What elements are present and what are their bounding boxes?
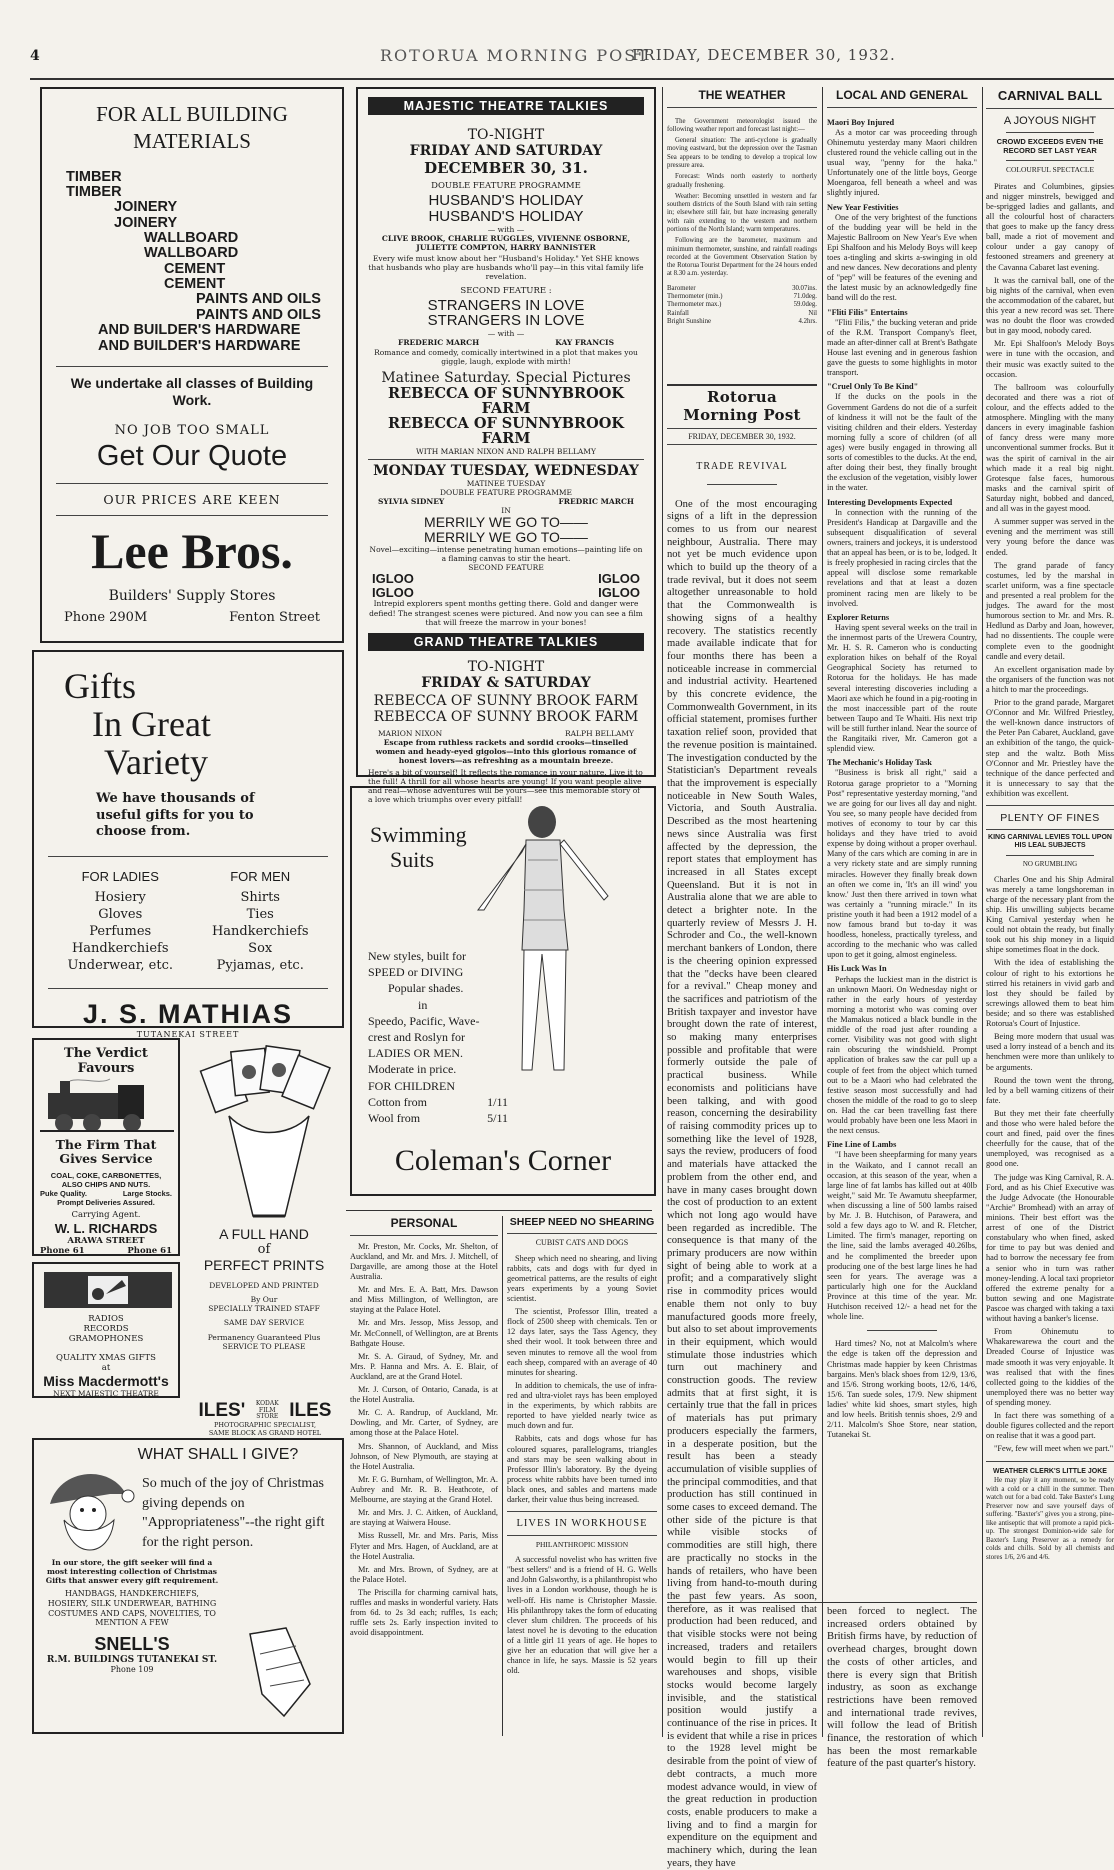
carnival-paragraph: The ballroom was colourfully decorated and there was a riot of colour, and the effects added to the atmosphere. Mingling with the many dancers in every imaginable fashion of fancy dress were many more unconventional summer frocks. But it was the spirit of carnival in the air which made it a real big night. Grotesque false faces, humorous masks and the carnival spirit of Saturday night, bobbed and danced, and all was in the gayest mood. — [986, 382, 1114, 514]
page-number: 4 — [30, 48, 40, 64]
weather-column — [667, 88, 817, 378]
grand-days: FRIDAY & SATURDAY — [421, 674, 591, 691]
grand-film: REBECCA OF SUNNY BROOK FARM — [373, 692, 639, 709]
carnival-heading: CARNIVAL BALL — [997, 88, 1103, 103]
in-label: IN — [501, 506, 511, 516]
local-section-text: As a motor car was proceeding through Ohinemutu yesterday many Maori children clustered round the vehicle calling out in the usual way, "penny for the haka." Unfortunately one of the little boys, George Moengaroa, fell beneath a wheel and was slightly injured. — [827, 127, 977, 198]
personal-paragraph: Mr. and Mrs. Jessop, Miss Jessop, and Mr. McConnell, of Wellington, are at Brents Bathgate House. — [350, 1318, 498, 1348]
lee-materials — [56, 170, 328, 354]
materials-line: PAINTS AND OILS — [196, 291, 321, 308]
snell-phone: Phone 109 — [110, 1664, 154, 1674]
iles-footer — [184, 1422, 346, 1438]
local-section-text: Perhaps the luckiest man in the district is an unknown Maori. On Wednesday night or rather in the early hours of yesterday morning a motorist who was coming over the Mamakus noticed a black bundle in the middle of the road just after rounding a corner. Visibility was not good with slight rain obscuring the windshield. Prompt application of brakes saw the car pull up a couple of feet from the object which turned out to be a Maori who had celebrated the festive season most successfully and had chosen the middle of the road to go to sleep on. Had the car been travelling fast there would probably have been one less Maori in the next census. — [827, 974, 977, 1136]
fines-paragraph: The judge was King Carnival, R. A. Ford, and as his Chief Executive was the Judge Advocate (the Honourable "Archie" Bromhead) with an array of minions. Their best effort was the arrest of one of the District constabulary who when fined, asked for time to pay but was denied and had to borrow the necessary fee from a senior who in turn was rather money-lending. A local taxi proprietor offered the extreme penalty for a button sewing and one Magistrate Pascoe was charged with taking a taxi without having a banker's license. — [986, 1172, 1114, 1324]
film-blurb: Romance and comedy, comically intertwined in a plot that makes you giggle, laugh, explode with mirth! — [374, 347, 638, 366]
film-blurb: Novel—exciting—intense penetrating human emotions—painting life on a flaming canvas to stir the heart. — [369, 544, 643, 563]
men-item: Sox — [248, 940, 273, 956]
lee-quote: Get Our Quote — [96, 439, 288, 472]
film-title-merrily: MERRILY WE GO TO—— — [424, 514, 588, 531]
film-title-strangers: STRANGERS IN LOVE — [427, 312, 585, 330]
film-cast: FREDERIC MARCH — [398, 338, 480, 348]
hmv-at: at — [101, 1362, 111, 1373]
workhouse-sub: PHILANTHROPIC MISSION — [535, 1539, 629, 1549]
film-title-strangers: STRANGERS IN LOVE — [427, 296, 585, 314]
carnival-sub: COLOURFUL SPECTACLE — [1005, 164, 1095, 174]
carnival-sub: CROWD EXCEEDS EVEN THE RECORD SET LAST YEAR — [996, 137, 1104, 156]
editorial-continued — [827, 1606, 977, 1770]
coleman-line: in — [418, 997, 428, 1012]
film-title-igloo: IGLOO — [598, 571, 640, 587]
weather-paragraph: The Government meteorologist issued the following weather report and forecast last night:— — [667, 117, 817, 133]
personal-paragraph: Mr. C. A. Randrup, of Auckland, Mr. Dowling, and Mr. Carter, of Sydney, are among those at the Palace Hotel. — [350, 1408, 498, 1438]
hmv-next: NEXT MAJESTIC THEATRE — [53, 1388, 159, 1398]
local-section-heading: Interesting Developments Expected — [827, 497, 953, 507]
lee-street: Fenton Street — [229, 609, 320, 625]
iles-staff: SPECIALLY TRAINED STAFF — [208, 1304, 320, 1314]
with-separator: — with — — [487, 224, 525, 234]
iles-brand-right: ILES — [289, 1400, 332, 1421]
weather-heading: THE WEATHER — [698, 88, 786, 102]
weather-reading-value: 71.0deg. — [793, 292, 817, 300]
double-feature: DOUBLE FEATURE PROGRAMME — [439, 487, 573, 497]
mathias-name: J. S. MATHIAS — [82, 999, 294, 1030]
lee-undertake: We undertake all classes of Building Work. — [70, 374, 314, 408]
materials-line: TIMBER — [66, 183, 122, 200]
editorial-heading: TRADE REVIVAL — [696, 461, 788, 473]
film-cast: SYLVIA SIDNEY — [378, 497, 445, 507]
iles-full: A FULL HAND — [219, 1226, 309, 1242]
masthead-date: FRIDAY, DECEMBER 30, 1932. — [632, 46, 896, 64]
ladies-heading: FOR LADIES — [81, 869, 159, 885]
coleman-wool: Wool from — [368, 1110, 421, 1125]
workhouse-paragraph: A successful novelist who has written five "best sellers" and is a friend of H. G. Wells and John Galsworthy, is a philanthropist who lives in a London workhouse, though he is well-off. His name is Christopher Massie. His philanthropy takes the form of educating clever slum children. The proceeds of his latest novel he is devoting to the education of a little girl 11 years of age. He hopes to give her an education that will give her a chance in life, he says. Massie is 52 years old. — [507, 1555, 657, 1676]
coleman-cotton: Cotton from — [368, 1094, 427, 1109]
gifts-title: In Great — [92, 703, 211, 744]
weather-reading-label: Rainfall — [667, 309, 689, 317]
clerk-paragraph: He may play it any moment, so be ready with a cold or a chill in the summer. Then watch out for a bad cold. Take Baxter's Lung Preserver now and save yourself days of suffering. "Baxter's" gives you a strong, pine-like antiseptic that will promote a rapid pick-up. The strongest Dominion-wide sale for Baxter's Lung Preserver as a remedy for colds and chills. Sold by all chemists and stores 1/6, 2/6 and 4/6. — [986, 1476, 1114, 1561]
weather-paragraph: Weather: Becoming unsettled in western and far southern districts of the South Island with rain setting in; elsewhere still fair, but haze increasing generally with rain extending to the western and northern portions of the North Island; warm temperatures. — [667, 192, 817, 233]
materials-line: CEMENT — [164, 276, 226, 293]
ladies-item: Hosiery — [94, 890, 146, 906]
ladies-item: Gloves — [98, 906, 143, 922]
sheep-paragraph: In addition to chemicals, the use of infra-red and ultra-violet rays has been employed in the experiments, by which rabbits are reported to have yielded nearly twice as much down and fur. — [507, 1380, 657, 1431]
hmv-gramophones: GRAMOPHONES — [68, 1334, 144, 1345]
materials-line: AND BUILDER'S HARDWARE — [98, 322, 301, 339]
iles-kodak: KODAK FILM STORE — [255, 1400, 279, 1421]
weather-reading-value: 59.0deg. — [793, 301, 817, 309]
carnival-paragraph: It was the carnival ball, one of the big nights of the carnival, when even the accommodation of the cabaret, but this year a new record was set. There was no doubt the floor was crowded but in gay mood, nobody cared. — [986, 275, 1114, 336]
coleman-line: FOR CHILDREN — [368, 1078, 456, 1093]
verdict-street: ARAWA STREET — [67, 1235, 145, 1246]
his-masters-voice-logo-icon — [40, 1270, 176, 1310]
iles-prints: PERFECT PRINTS — [203, 1257, 325, 1273]
verdict-title: The Verdict Favours — [64, 1046, 148, 1076]
snell-text: So much of the joy of Christmas giving depends on "Appropriateness"--the right gift for the right person. — [142, 1476, 325, 1550]
verdict-phone: Phone 61 — [127, 1245, 172, 1256]
grand-blurb2: Here's a bit of yourself! It reflects the romance in your nature. Live it to the full! A thrill for all whose hearts are young! If you want people alive and real—whose adventures will be yours—see this memorable story of a love which triumphs over every pitfall! — [368, 767, 643, 805]
verdict-prompt: Prompt Deliveries Assured. — [57, 1198, 155, 1208]
coleman-line: Moderate in price. — [368, 1062, 457, 1077]
local-section-text: Having spent several weeks on the trail in the innermost parts of the Urewera Country, Mr. H. S. R. Cameron who is conducting exploration hikes on behalf of the Royal Geographical Society has returned to Rotorua for the holidays. He has made several interesting discoveries including a Maori axe which he found in a pig-rooting in the most inaccessible part of the route between Taupo and Te Whaiti. His next trip will be still further inland. Near the source of the Rangitaiki river, Mr. Cameron got a splendid view. — [827, 622, 977, 754]
local-column — [827, 88, 977, 1600]
hmv-gifts: QUALITY XMAS GIFTS — [56, 1352, 156, 1363]
editorial-date: FRIDAY, DECEMBER 30, 1932. — [688, 431, 796, 441]
film-blurb: Intrepid explorers spent months getting there. Gold and danger were defied! The strangest scenes were pictured. And now you can see a film that will freeze the marrow in your bones! — [369, 599, 643, 627]
carnival-paragraph: An excellent organisation made by the organisers of the function was not a hitch to mar the proceedings. — [986, 664, 1114, 694]
fines-sub: KING CARNIVAL LEVIES TOLL UPON HIS LEAL SUBJECTS — [988, 833, 1112, 850]
sheep-heading: SHEEP NEED NO SHEARING — [509, 1216, 655, 1228]
iles-guaranteed: Permanency Guaranteed Plus — [207, 1332, 321, 1342]
masthead-title: ROTORUA MORNING POST — [380, 46, 650, 65]
local-section-text: "Business is brisk all right," said a Rotorua garage proprietor to a "Morning Post" representative yesterday morning, "and we are going for our lives all day and night. You see, so many people have decided from motives of economy to tour by car this holidays and they have tried to avoid expense by doing without a proper overhaul. Many of the cars which are coming in are in a very rickety state and are simply running miracles. However they finally break down an often we come in, 'It's an ill wind' you know.' Just then there arrived in town what was certainly a "running miracle." In its pristine youth it had been a 1912 model of a now famous brand but to-day it was hoodless, honeless, practically tyreless, and according to the mechanic who was called upon to get it going, almost engineless. — [827, 768, 977, 960]
second-feature: SECOND FEATURE — [468, 563, 544, 573]
film-title-igloo: IGLOO — [372, 584, 414, 600]
grand-film: REBECCA OF SUNNY BROOK FARM — [373, 708, 639, 725]
majestic-tonight: TO-NIGHT — [467, 127, 545, 143]
grand-tonight: TO-NIGHT — [467, 658, 545, 675]
iles-of: of — [257, 1242, 271, 1257]
local-section-text: Hard times? No, not at Malcolm's where the edge is taken off the depression and Christmas made happier by keen Christmas bargains. Men's black shoes from 12/9, 13/6, and 15/6. Strong working boots, 12/6, 14/6, 15/6. Tan suede soles, 17/9. New shipment ladies' white kid shoes, smart styles, high and low heels. British tennis shoes, 2/9 and 2/11. Malcolm's Shoe Store, near station, Tutanekai St. — [827, 1339, 977, 1440]
richards-ad — [32, 1038, 180, 1256]
majestic-banner: MAJESTIC THEATRE TALKIES — [368, 97, 644, 115]
film-title-husbands: HUSBAND'S HOLIDAY — [428, 207, 584, 225]
weather-reading-value: 30.07ins. — [792, 284, 817, 292]
snell-name: SNELL'S — [94, 1633, 170, 1654]
lee-sub: Builders' Supply Stores — [108, 587, 276, 604]
iles-dev: DEVELOPED AND PRINTED — [209, 1281, 319, 1290]
coleman-cotton-price: 1/11 — [487, 1094, 508, 1109]
carnival-paragraph: Mr. Epi Shalfoon's Melody Boys were in tune with the occasion, and their music was exactly suited to the occasion. — [986, 339, 1114, 379]
masthead-rule — [30, 78, 1114, 80]
lee-keen: OUR PRICES ARE KEEN — [103, 491, 281, 507]
hmv-name: Miss Macdermott's — [43, 1372, 169, 1389]
iles-brand-left: ILES' — [198, 1400, 246, 1421]
ladies-item: Perfumes — [89, 923, 152, 939]
weather-paragraph: Forecast: Winds north easterly to northerly gradually freshening. — [667, 173, 817, 189]
local-section-text: One of the very brightest of the functions of the budding year will be held in the Majestic Ballroom on New Year's Eve when Epi Shalfoon and his Melody Boys will keep toes a-tingling and skirts a-swinging in old and new dances. New decorations and plenty of "pep" will be features of the evening and the latest music by an acknowledgedly fine band will do the rest. — [827, 212, 977, 303]
grand-blurb: Escape from ruthless rackets and sordid crooks—tinselled women and heady-eyed gigolos—into this glorious romance of honest lovers—as refreshing as a mountain breeze. — [375, 738, 637, 766]
grand-banner: GRAND THEATRE TALKIES — [368, 633, 644, 651]
lee-phone: Phone 290M — [64, 609, 148, 625]
carnival-paragraph: The grand parade of fancy costumes, led by the marshal in scarlet uniform, was a fine spectacle and presented a real problem for the judges. The award for the most humorous section to Mr. and Mrs. R. Hedlund as Darby and Joan, however, had no dissentients. The couple were complete even to the goodnight candle and every detail. — [986, 560, 1114, 661]
materials-line: TIMBER — [66, 168, 122, 185]
second-feature: SECOND FEATURE : — [460, 285, 552, 296]
film-title-igloo: IGLOO — [598, 584, 640, 600]
film-cast: KAY FRANCIS — [555, 338, 614, 348]
majestic-theatre-ad — [356, 87, 656, 805]
iles-photo: PHOTOGRAPHIC SPECIALIST, — [213, 1421, 317, 1429]
snell-ad — [32, 1438, 344, 1734]
film-title-rebecca: REBECCA OF SUNNYBROOK FARM — [388, 415, 624, 448]
verdict-phone: Phone 61 — [40, 1245, 85, 1256]
fines-paragraph: "Few, few will meet when we part." — [994, 1444, 1114, 1454]
film-title-merrily: MERRILY WE GO TO—— — [424, 529, 588, 546]
verdict-goods: COAL, COKE, CARBONETTES, ALSO CHIPS AND NUTS. — [50, 1170, 162, 1189]
iles-service: SERVICE TO PLEASE — [222, 1341, 306, 1351]
lee-nojob: NO JOB TOO SMALL — [114, 422, 270, 438]
local-section-heading: "Fliti Filis" Entertains — [827, 307, 908, 317]
materials-line: PAINTS AND OILS — [196, 306, 321, 323]
local-section-heading: New Year Festivities — [827, 202, 899, 212]
coleman-line: LADIES OR MEN. — [368, 1046, 463, 1061]
personal-paragraph: Mr. and Mrs. E. A. Batt, Mrs. Dawson and Miss Millington, of Wellington, are staying at the Palace Hotel. — [350, 1285, 498, 1315]
verdict-firm: The Firm That Gives Service — [55, 1137, 157, 1167]
snell-items: HANDBAGS, HANDKERCHIEFS, HOSIERY, SILK UNDERWEAR, BATHING COSTUMES AND CAPS, NOVELTIES, TO MENTION A FEW — [47, 1589, 217, 1628]
carnival-sub: A JOYOUS NIGHT — [1003, 114, 1097, 127]
local-heading: LOCAL AND GENERAL — [836, 88, 968, 102]
locomotive-icon — [40, 1079, 174, 1135]
carnival-paragraph: Pirates and Columbines, gipsies and nigger minstrels, bewigged and be-sprigged ladies and gallants, and all the colourful host of characters that goes to make up the fancy dress ball, made a riot of movement and colour under a gay canopy of festooned streamers and greenery at the Cavanna Cabaret last evening. — [986, 181, 1114, 272]
film-blurb: Every wife must know about her "Husband's Holiday." Yet SHE knows that husbands who play are husbands who'll pay—in this vital family life revelation. — [368, 254, 644, 282]
ladies-item: Handkerchiefs — [71, 940, 169, 956]
matinee-tuesday: MATINEE TUESDAY — [466, 478, 546, 488]
materials-line: JOINERY — [114, 214, 178, 231]
film-title-igloo: IGLOO — [372, 571, 414, 587]
coleman-wool-price: 5/11 — [487, 1110, 508, 1125]
verdict-name: W. L. RICHARDS — [54, 1220, 158, 1236]
personal-paragraph: Mr. and Mrs. J. C. Aitken, of Auckland, are staying at Waiwera House. — [350, 1508, 498, 1528]
coleman-title: Suits — [390, 847, 435, 873]
coleman-name: Coleman's Corner — [394, 1144, 612, 1177]
grand-cast: MARION NIXON — [378, 729, 443, 739]
coleman-ad — [350, 786, 656, 1196]
mathias-street: TUTANEKAI STREET — [136, 1030, 240, 1040]
weather-paragraph: Following are the barometer, maximum and minimum thermometer, sunshine, and rainfall readings recorded at the Government Observation Station by the Rotorua Tourist Department for the 24 hours ended at 8.30 a.m. yesterday. — [667, 237, 817, 278]
fines-paragraph: But they met their fate cheerfully and those who were haled before the court and fined, paid over the fines cheerfully for the cause, that of the unemployed, was recognised as a good one. — [986, 1108, 1114, 1169]
iles-block: SAME BLOCK AS GRAND HOTEL — [208, 1428, 322, 1437]
sheep-column — [507, 1216, 657, 1736]
coleman-line: New styles, built for — [368, 949, 466, 963]
weather-reading-label: Thermometer max.) — [667, 301, 722, 309]
lee-bros-ad — [40, 87, 344, 643]
fines-sub: NO GRUMBLING — [1022, 860, 1078, 868]
personal-paragraph: Mrs. Shannon, of Auckland, and Miss Johnson, of New Plymouth, are staying at the Hotel Australia. — [350, 1441, 498, 1471]
fines-paragraph: Round the town went the throng, led by a bell warning citizens of their fate. — [986, 1075, 1114, 1105]
fines-paragraph: Being more modern that usual was used a lorry instead of a bench and its henchmen were more than unlikely to be arguments. — [986, 1032, 1114, 1072]
mathias-ad — [32, 650, 344, 1040]
hmv-records: RECORDS — [83, 1324, 129, 1335]
film-cast: WITH MARIAN NIXON AND RALPH BELLAMY — [416, 446, 596, 456]
verdict-puke: Puke Quality. — [40, 1189, 87, 1199]
weather-reading-value: Nil — [808, 309, 817, 317]
gifts-title: Variety — [104, 741, 208, 782]
men-item: Handkerchiefs — [211, 923, 309, 939]
carnival-paragraph: A summer supper was served in the evening and the merriment was still very young before the dance was ended. — [986, 517, 1114, 557]
men-item: Ties — [246, 906, 274, 922]
iles-ad — [184, 1038, 344, 1396]
gifts-title: Gifts — [64, 666, 136, 706]
editorial-paper: Rotorua Morning Post — [683, 388, 801, 425]
local-section-text: "I have been sheepfarming for many years in the Waikato, and I cannot recall an occasion, at this season of the year, when a large line of fat lambs has killed out at 40lb weight," said Mr. Te Awamutu sheepfarmer, when discussing a line of 500 lambs raised by Mr. J. B. Hutchison, of Parawera, and sold a few days ago to W. and R. Fletcher, Limited. The firm's manager, reporting on the line, said the lambs averaged 40.26lbs, and he complimented the breeder upon producing one of the best large lines he had seen for years. The average was a particularly high one for the Auckland Province at this time of the year. Mr. Hutchison received 12/- a head net for the whole line. — [827, 1150, 977, 1322]
with-separator: — with — — [487, 329, 525, 339]
materials-line: CEMENT — [164, 260, 226, 277]
hand-holding-photos-icon — [189, 1038, 339, 1218]
santa-claus-icon — [40, 1464, 140, 1560]
matinee-saturday: Matinee Saturday. Special Pictures — [381, 369, 631, 386]
editorial-column — [667, 388, 817, 1869]
iles-by: By Our — [250, 1295, 278, 1305]
coleman-line: Popular shades. — [388, 981, 464, 996]
men-item: Shirts — [240, 890, 280, 906]
personal-paragraph: Mr. Preston, Mr. Cocks, Mr. Shelton, of Auckland, and Mr. and Mrs. J. Mitchell, of Dargaville, are among those at the Hotel Australia. — [350, 1241, 498, 1281]
majestic-days: FRIDAY AND SATURDAY — [409, 143, 603, 159]
weather-reading-label: Bright Sunshine — [667, 317, 711, 325]
weather-reading-label: Barometer — [667, 284, 696, 292]
personal-paragraph: The Priscilla for charming carnival hats, ruffles and masks in wonderful variety. Hats from 6d. to 2s 3d each; ruffles, 1s each; ruffle sets 2s. Early inspection invited to avoid disappointment. — [350, 1588, 498, 1638]
personal-column — [350, 1216, 498, 1736]
majestic-date: DECEMBER 30, 31. — [424, 159, 588, 177]
ladies-item: Underwear, etc. — [67, 957, 173, 973]
fines-paragraph: With the idea of establishing the colour of right to his extortions he stirred his retainers in vivid garb and lost they should be failed by screwings allowed them to beat him beside; and so there was established Rotorua's Court of Injustice. — [986, 958, 1114, 1029]
weather-reading-label: Thermometer (min.) — [667, 292, 723, 300]
local-section-heading: "Cruel Only To Be Kind" — [827, 382, 919, 392]
carnival-paragraph: Prior to the grand parade, Margaret O'Connor and Mr. Wilfred Priestley, the well-known dance instructors of the Peter Pan Cabaret, Auckland, gave an exhibition of the tango, the quick-step and the waltz. Both Miss O'Connor and Mr. Priestley have the technique of the dance perfected and it is unnecessary to say that the exhibition was excellent. — [986, 698, 1114, 799]
personal-paragraph: Mr. F. G. Burnham, of Wellington, Mr. A. Aubrey and Mr. R. B. Heathcote, of Melbourne, are staying at the Grand Hotel. — [350, 1474, 498, 1505]
lee-heading: FOR ALL BUILDING MATERIALS — [96, 102, 288, 154]
editorial-paragraph: One of the most encouraging signs of a lift in the depression comes to us from our nearest neighbour, Australia. There may not yet be much evidence upon which to build up the theory of a trade revival, but it does not seem altogether unreasonable to hold that the Commonwealth is showing signs of a healthy recovery. The statistics recently made available indicate that for four months there has been a noticeable increase in commercial and industrial activity. Heartened by this concrete evidence, the Commonwealth Government, in its official statement, promises further taxation relief soon, provided that the revenue position is maintained. The investigation conducted by the Statistician's Department reveals that the improvement is especially noticeable in New South Wales, Victoria, and South Australia. Described as the most heartening news since Australia was first affected by the depression, the report states that employment has increased in all States except Queensland. But it is not in Australia alone that we are able to detect a brighter note. In the quarterly review of Messrs J. H. Schroder and Co., the well-known merchant bankers of London, there is the cheering opinion expressed that the "decks have been cleared for a revival." Cheap money and the sacrifices and patriotism of the British taxpayer and investor have brought down the rate of interest, so making many enterprises possible and profitable that were formerly outside the pale of practical business. While economists and politicians have been talking, and with good reason, concerning the desirability of raising commodity prices up to something like the level of 1928, says the review, producers of food and materials have attacked the problem from the other end, and have in many cases brought down the cost of production to an extent which not long ago would have been regarded as incredible. The consequence is that many of the primary producers are now within sight of being able to work at a profit; and a comparatively slight rise in commodity prices would enable them not only to buy manufactured goods more freely, but also to set about improvements in their equipment, which would stimulate those industries which turn out machinery and construction goods. The review admits that at first sight, it is certainly true that the fall in prices of materials has put primary producers especially the farmers, in a desperate position, but the result has been a steady accumulation of visible supplies of the principal commodities, and that production has still continued in some cases to exceed demand. The other side of the picture is that while visible stocks of commodities are still high, there are practically no stocks in the hands of retailers, who have been living from hand-to-mouth during the past few years. As soon, therefore, as it was realised that production had been reduced, and that visible stocks were not being increased, traders and retailers would begin to fill up their warehouses and shops, visible stocks would become largely invisible, and the statistical position would justify a continuance of the rise in prices. It is evident that while a rise in prices to the 1928 level might be desirable from the point of view of debt contracts, a much more modest advance would, in view of the great reduction in production costs, enable producers to make a living and to find a margin for expenditure on the equipment and machinery which, during the lean years, they have — [667, 498, 817, 1869]
materials-line: WALLBOARD — [144, 230, 239, 247]
personal-paragraph: Miss Russell, Mr. and Mrs. Paris, Miss Flyter and Mrs. Hagen, of Auckland, are at the Hotel Australia. — [350, 1531, 498, 1561]
sheep-paragraph: The scientist, Professor Illin, treated a flock of 2500 sheep with chemicals. Ten or 12 days later, says the Tass Agency, they shed their wool. It took between three and seven minutes to remove all the wool from each sheep, compared with an average of 40 minutes for shearing. — [507, 1307, 657, 1377]
lee-name: Lee Bros. — [91, 522, 293, 579]
mon-tue-wed: MONDAY TUESDAY, WEDNESDAY — [373, 462, 639, 479]
coleman-line: Speedo, Pacific, Wave- — [368, 1013, 480, 1028]
film-cast: CLIVE BROOK, CHARLIE RUGGLES, VIVIENNE OSBORNE, JULIETTE COMPTON, HARRY BANNISTER — [381, 233, 631, 252]
snell-title: WHAT SHALL I GIVE? — [137, 1446, 299, 1463]
film-title-rebecca: REBECCA OF SUNNYBROOK FARM — [388, 384, 624, 417]
sheep-paragraph: Sheep which need no shearing, and living rabbits, cats and dogs with fur dyed in geometrical patterns, are the results of eight years experiments by a young Soviet scientist. — [507, 1253, 657, 1303]
carnival-column — [986, 88, 1114, 1738]
local-section-heading: Maori Boy Injured — [827, 117, 895, 127]
weather-paragraph: General situation: The anti-cyclone is gradually moving eastward, but the depression over the Tasman Sea appears to be tending to develop a tropical low pressure area. — [667, 137, 817, 170]
snell-store: In our store, the gift seeker will find a most interesting collection of Christmas Gifts that answer every gift requirement. — [45, 1558, 219, 1586]
verdict-agent: Carrying Agent. — [71, 1210, 141, 1221]
coleman-title: Swimming — [370, 822, 467, 847]
local-section-text: "Fliti Filis," the bucking veteran and pride of the R.M. Transport Company's fleet, made an after-dinner call at Brent's Bathgate House last evening and in generous fashion gave the guests to some highlights in motor transport. — [827, 317, 977, 378]
local-section-text: In connection with the running of the President's Handicap at Dargaville and the subsequent disqualification of several owners, trainers and jockeys, it is understood that an appeal has been, or is to be, lodged. It is freely prophesied in racing circles that the appeal will disclose some remarkable revelations and that at least a dozen prominent racing men are likely to be involved. — [827, 507, 977, 608]
local-section-heading: Explorer Returns — [827, 612, 890, 622]
snell-address: R.M. BUILDINGS TUTANEKAI ST. — [46, 1654, 218, 1665]
men-item: Pyjamas, etc. — [216, 957, 304, 973]
editorial-continued-text: been forced to neglect. The increased orders obtained by British firms have, by reduction of overhead charges, brought down the costs of other articles, and there is every sign that British industry, as soon as exchange restrictions have been removed and international trade revives, will follow the lead of British finance, the restoration of which has been the most remarkable feature of the past quarter's history. — [827, 1606, 977, 1770]
personal-paragraph: Mr. and Mrs. Brown, of Sydney, are at the Palace Hotel. — [350, 1564, 498, 1584]
sheep-paragraph: Rabbits, cats and dogs whose fur has coloured squares, parallelograms, triangles and stars may be seen walking about in Professor Illin's laboratory. By the dyeing process white rabbits have been turned into black ones, and sables and martens made darker, their value thus being increased. — [507, 1434, 657, 1505]
local-section-heading: His Luck Was In — [827, 964, 887, 974]
local-section-heading: The Mechanic's Holiday Task — [827, 758, 932, 768]
majestic-double: DOUBLE FEATURE PROGRAMME — [431, 181, 581, 191]
fines-paragraph: From Ohinemutu to Whakarewarewa the court and the Dreaded Course of Injustice was made smooth it was very enjoyable. It was realised that with the fines collected going to the kiddies of the unemployed there was no better way of spending money. — [986, 1327, 1114, 1407]
weather-reading-value: 4.2hrs. — [798, 317, 817, 325]
men-heading: FOR MEN — [230, 869, 291, 885]
iles-sameday: SAME DAY SERVICE — [223, 1318, 305, 1328]
film-title-husbands: HUSBAND'S HOLIDAY — [428, 192, 584, 210]
local-section-heading: Fine Line of Lambs — [827, 1140, 897, 1150]
hmv-radios: RADIOS — [88, 1314, 124, 1324]
fines-heading: PLENTY OF FINES — [1000, 812, 1100, 825]
personal-paragraph: Mr. S. A. Giraud, of Sydney, Mr. and Mrs. P. Hanna and Mrs. A. E. Blair, of Auckland, are at the Grand Hotel. — [350, 1351, 498, 1381]
glove-icon — [240, 1624, 332, 1720]
film-cast: FREDRIC MARCH — [558, 497, 634, 507]
fines-paragraph: In fact there was something of a double figures collected and the report on realise that it was a good part. — [986, 1411, 1114, 1441]
coleman-line: SPEED or DIVING — [368, 965, 464, 980]
local-section-text: If the ducks on the pools in the Government Gardens do not die of a surfeit of kindness it will not be the fault of the visiting children and their elders. Yesterday morning fully a score of children (of all ages) were busily engaged in throwing all sorts of comestibles to the ducks. At the end, after doing their best, they finally brought the exclusion of the vegetation, visibly lower in the water. — [827, 392, 977, 493]
macdermott-ad — [32, 1262, 180, 1398]
sheep-sub: CUBIST CATS AND DOGS — [535, 1237, 629, 1247]
fines-paragraph: Charles One and his Ship Admiral was merely a tame longshoreman in charge of the necessary plant from the ship. His unwilling subjects became King Carnival yesterday when he could not obtain the ready, but finally took out his ship money in a liquid shipe sometimes float in the dock. — [986, 874, 1114, 955]
workhouse-heading: LIVES IN WORKHOUSE — [516, 1518, 648, 1530]
gifts-text: We have thousands of useful gifts for you to choose from. — [96, 791, 255, 839]
grand-cast: RALPH BELLAMY — [564, 729, 634, 739]
materials-line: JOINERY — [114, 199, 178, 216]
clerk-heading: WEATHER CLERK'S LITTLE JOKE — [993, 1467, 1107, 1475]
verdict-stocks: Large Stocks. — [122, 1189, 172, 1199]
materials-line: WALLBOARD — [144, 245, 239, 262]
coleman-line: crest and Roslyn for — [368, 1029, 465, 1044]
personal-paragraph: Mr. J. Curson, of Ontario, Canada, is at the Hotel Australia. — [350, 1385, 498, 1405]
materials-line: AND BUILDER'S HARDWARE — [98, 337, 301, 354]
personal-heading: PERSONAL — [390, 1216, 458, 1230]
